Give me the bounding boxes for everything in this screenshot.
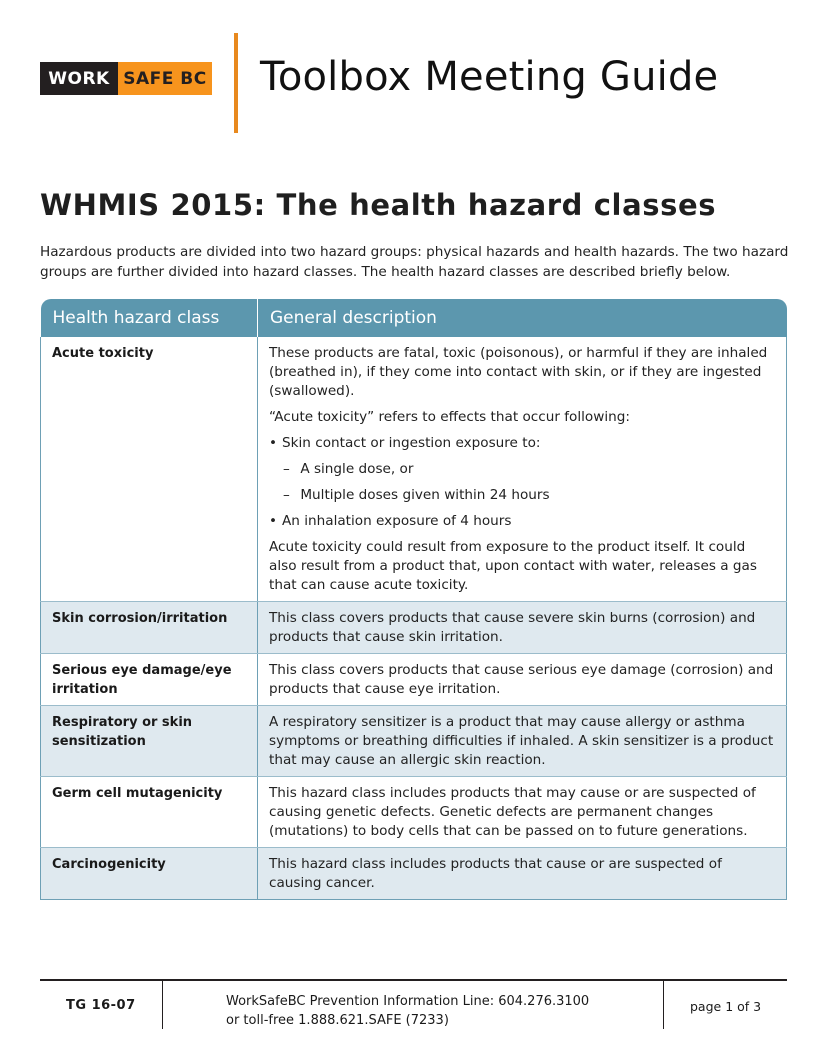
contact-line: or toll-free 1.888.621.SAFE (7233) (226, 1013, 449, 1028)
col-header-description: General description (258, 299, 787, 337)
bullet-text: Skin contact or ingestion exposure to: (282, 435, 541, 451)
bullet-marker: • (269, 513, 278, 529)
page-number: page 1 of 3 (690, 999, 762, 1014)
table-row (41, 848, 787, 900)
document-code: TG 16-07 (66, 998, 136, 1013)
contact-line: WorkSafeBC Prevention Information Line: 604.276.3100 (226, 994, 590, 1009)
table-row (41, 654, 787, 706)
footer-contact (226, 992, 589, 1030)
hazard-description: A respiratory sensitizer is a product that may cause allergy or asthma symptoms or breathing difficulties if inhaled. A skin sensitizer is a product that may cause an allergic skin reaction. (258, 706, 787, 777)
logo-work-text: WORK (40, 62, 118, 95)
table-row (41, 602, 787, 654)
footer-divider (162, 981, 163, 1029)
hazard-description: This hazard class includes products that may cause or are suspected of causing genetic defects. Genetic defects are permanent changes (mutations) to body cells that can be passed on to future generations. (258, 777, 787, 848)
footer-rule (40, 979, 787, 981)
sub-bullet-text: Multiple doses given within 24 hours (300, 487, 550, 503)
dash-marker: – (283, 487, 290, 503)
page-title: WHMIS 2015: The health hazard classes (40, 188, 717, 222)
table-row (41, 706, 787, 777)
logo-safebc-text: SAFE BC (118, 62, 212, 95)
bullet-marker: • (269, 435, 278, 451)
description-paragraph: Acute toxicity could result from exposure to the product itself. It could also result from a product that, upon contact with water, releases a gas that can cause acute toxicity. (269, 539, 757, 593)
table-row (41, 777, 787, 848)
hazard-class-name: Skin corrosion/irritation (41, 602, 258, 654)
hazard-description: This class covers products that cause serious eye damage (corrosion) and products that cause eye irritation. (258, 654, 787, 706)
footer-divider (663, 981, 664, 1029)
bullet-text: An inhalation exposure of 4 hours (282, 513, 512, 529)
hazard-class-name: Germ cell mutagenicity (41, 777, 258, 848)
sub-bullet-item (269, 486, 774, 505)
hazard-class-name: Respiratory or skin sensitization (41, 706, 258, 777)
hazard-description: This hazard class includes products that cause or are suspected of causing cancer. (258, 848, 787, 900)
hazard-description (258, 337, 787, 602)
intro-paragraph: Hazardous products are divided into two hazard groups: physical hazards and health hazards. The two hazard groups are further divided into hazard classes. The health hazard classes are described briefly below. (40, 244, 789, 280)
hazard-description: This class covers products that cause severe skin burns (corrosion) and products that cause skin irritation. (258, 602, 787, 654)
bullet-item (269, 512, 774, 531)
bullet-item (269, 434, 774, 453)
table-header-row (41, 299, 787, 337)
hazard-class-name: Carcinogenicity (41, 848, 258, 900)
header-divider (234, 33, 238, 133)
hazard-class-name: Acute toxicity (41, 337, 258, 602)
dash-marker: – (283, 461, 290, 477)
sub-bullet-item (269, 460, 774, 479)
health-hazard-table (40, 299, 787, 900)
col-header-hazard-class: Health hazard class (41, 299, 258, 337)
guide-title: Toolbox Meeting Guide (260, 54, 719, 100)
table-row (41, 337, 787, 602)
sub-bullet-text: A single dose, or (300, 461, 414, 477)
description-paragraph: “Acute toxicity” refers to effects that occur following: (269, 409, 630, 425)
description-paragraph: These products are fatal, toxic (poisonous), or harmful if they are inhaled (breathed in), if they come into contact with skin, or if they are ingested (swallowed). (269, 345, 768, 399)
hazard-class-name: Serious eye damage/eye irritation (41, 654, 258, 706)
worksafebc-logo (40, 62, 212, 95)
